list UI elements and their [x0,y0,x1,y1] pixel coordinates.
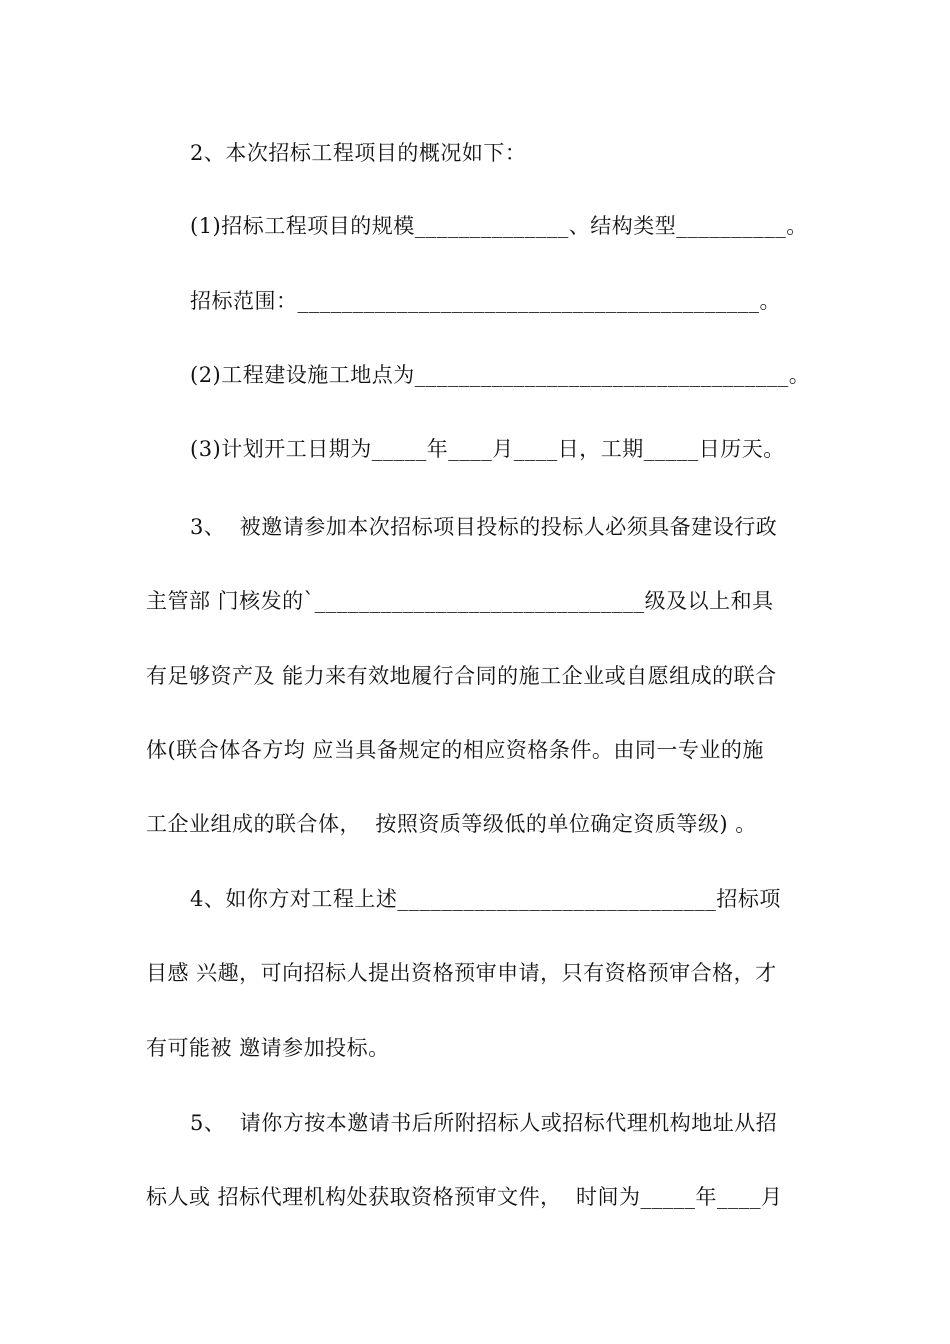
section-5-line-1: 5、 请你方按本邀请书后所附招标人或招标代理机构地址从招 [190,1111,778,1135]
section-3-line-1: 3、 被邀请参加本次招标项目投标的投标人必须具备建设行政 [190,515,778,539]
section-3-line-4: 体(联合体各方均 应当具备规定的相应资格条件。由同一专业的施 [146,738,764,762]
section-3-line-3: 有足够资产及 能力来有效地履行合同的施工企业或自愿组成的联合 [146,664,777,688]
section-4-line-3: 有可能被 邀请参加投标。 [146,1036,390,1060]
bid-scope-line: 招标范围：__________________________________________。 [190,289,781,313]
project-scale-line: (1)招标工程项目的规模______________、结构类型__________。 [190,214,808,238]
section-3-line-5: 工企业组成的联合体， 按照资质等级低的单位确定资质等级) 。 [146,812,757,836]
start-date-line: (3)计划开工日期为_____年____月____日，工期_____日历天。 [190,437,785,461]
section-3-line-2: 主管部 门核发的`______________________________级及以上和具 [146,589,774,613]
section-4-line-2: 目感 兴趣，可向招标人提出资格预审申请，只有资格预审合格，才 [146,961,777,985]
section-2-heading: 2、本次招标工程项目的概况如下： [190,141,527,165]
construction-site-line: (2)工程建设施工地点为__________________________________。 [190,363,811,387]
section-4-line-1: 4、如你方对工程上述_____________________________招标项 [190,887,781,911]
section-5-line-2: 标人或 招标代理机构处获取资格预审文件， 时间为_____年____月 [146,1185,783,1209]
